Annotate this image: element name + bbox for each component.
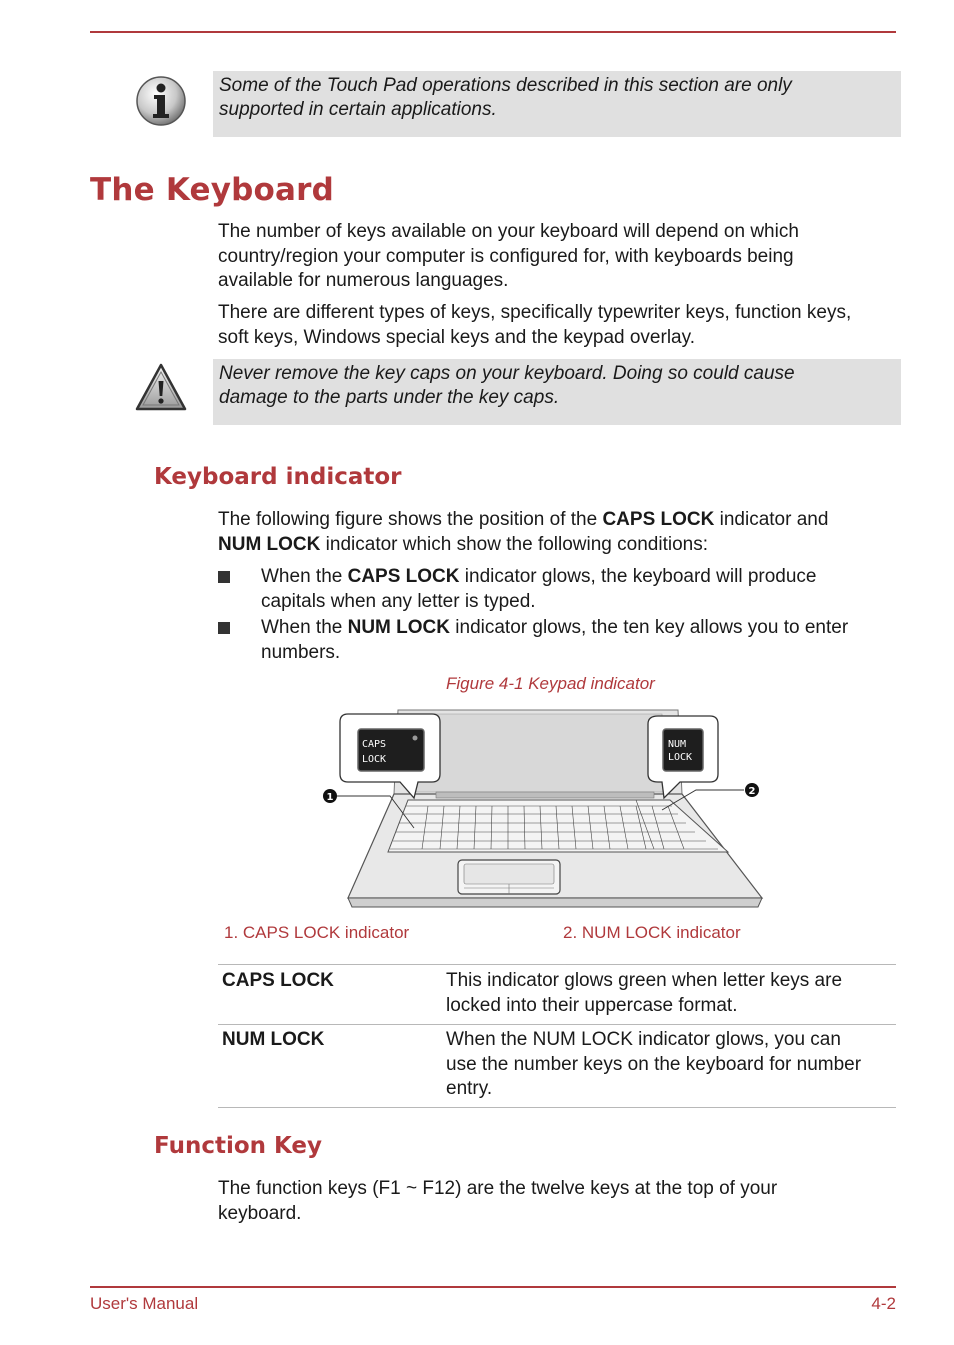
text-line: [218, 508, 828, 533]
table-def-num-lock: [446, 1028, 861, 1102]
text-line: capitals when any letter is typed.: [261, 590, 536, 612]
section-heading-function-key: Function Key: [154, 1133, 323, 1159]
text-run: indicator glows, the ten key allows you to enter: [450, 617, 849, 638]
text-line: [261, 616, 848, 641]
bullet-marker: [218, 622, 230, 634]
text-run: The following figure shows the position of the: [218, 509, 603, 530]
text-line: There are different types of keys, specifically typewriter keys, function keys,: [218, 302, 852, 323]
num-key-line1: NUM: [668, 739, 687, 750]
num-lock-term: NUM LOCK: [347, 617, 450, 638]
caution-note: [213, 359, 901, 425]
intro-paragraph-1: [218, 220, 799, 294]
indicator-paragraph: [218, 508, 828, 557]
bullet-item-num: [261, 616, 848, 665]
note-line: Never remove the key caps on your keyboard. Doing so could cause: [219, 363, 795, 384]
note-line: Some of the Touch Pad operations described in this section are only: [219, 75, 792, 96]
table-border: [218, 1024, 896, 1025]
legend-num-lock: 2. NUM LOCK indicator: [563, 923, 741, 942]
text-line: [218, 533, 828, 558]
num-lock-term: NUM LOCK: [218, 533, 321, 555]
top-rule: [90, 31, 896, 33]
text-run: indicator which show the following conditions:: [320, 533, 708, 555]
bullet-marker: [218, 571, 230, 583]
keyboard-figure: [318, 702, 768, 912]
text-line: When the NUM LOCK indicator glows, you can: [446, 1029, 841, 1050]
text-run: indicator and: [714, 509, 829, 530]
footer-rule: [90, 1286, 896, 1288]
note-line: supported in certain applications.: [219, 99, 497, 120]
num-key-line2: LOCK: [668, 752, 693, 763]
footer-manual-title: User's Manual: [90, 1294, 199, 1313]
section-heading-keyboard-indicator: Keyboard indicator: [154, 464, 402, 490]
table-term-caps-lock: CAPS LOCK: [222, 970, 334, 991]
intro-paragraph-2: [218, 301, 851, 350]
bullet-item-caps: [261, 565, 816, 614]
table-border: [218, 1107, 896, 1108]
text-line: available for numerous languages.: [218, 270, 509, 291]
table-def-caps-lock: [446, 969, 842, 1018]
caps-key-line1: CAPS: [362, 739, 387, 750]
caps-lock-term: CAPS LOCK: [347, 566, 460, 587]
text-line: locked into their uppercase format.: [446, 994, 738, 1016]
text-run: When the: [261, 617, 348, 638]
text-line: The function keys (F1 ~ F12) are the twelve keys at the top of your: [218, 1178, 778, 1199]
text-line: keyboard.: [218, 1202, 302, 1224]
function-paragraph: [218, 1177, 777, 1226]
text-line: This indicator glows green when letter keys are: [446, 970, 843, 991]
page-title: The Keyboard: [90, 172, 335, 208]
text-line: country/region your computer is configured for, with keyboards being: [218, 245, 794, 267]
figure-caption: Figure 4-1 Keypad indicator: [446, 674, 655, 693]
caps-key-line2: LOCK: [362, 754, 387, 765]
text-line: soft keys, Windows special keys and the keypad overlay.: [218, 326, 695, 348]
caution-icon: [135, 362, 187, 414]
callout-number-2: 2: [748, 786, 756, 797]
text-line: [261, 565, 816, 590]
text-run: When the: [261, 566, 348, 587]
text-line: use the number keys on the keyboard for number: [446, 1053, 862, 1075]
footer-page-number: 4-2: [871, 1294, 896, 1313]
text-line: The number of keys available on your keyboard will depend on which: [218, 221, 799, 242]
table-border: [218, 964, 896, 965]
text-line: numbers.: [261, 641, 341, 663]
legend-caps-lock: 1. CAPS LOCK indicator: [224, 923, 410, 942]
info-icon: [135, 75, 187, 127]
note-line: damage to the parts under the key caps.: [219, 387, 560, 408]
callout-number-1: 1: [326, 792, 334, 803]
table-term-num-lock: NUM LOCK: [222, 1029, 325, 1050]
text-line: entry.: [446, 1078, 493, 1099]
text-run: indicator glows, the keyboard will produce: [459, 566, 817, 587]
caps-lock-term: CAPS LOCK: [602, 509, 715, 530]
info-note: [213, 71, 901, 137]
